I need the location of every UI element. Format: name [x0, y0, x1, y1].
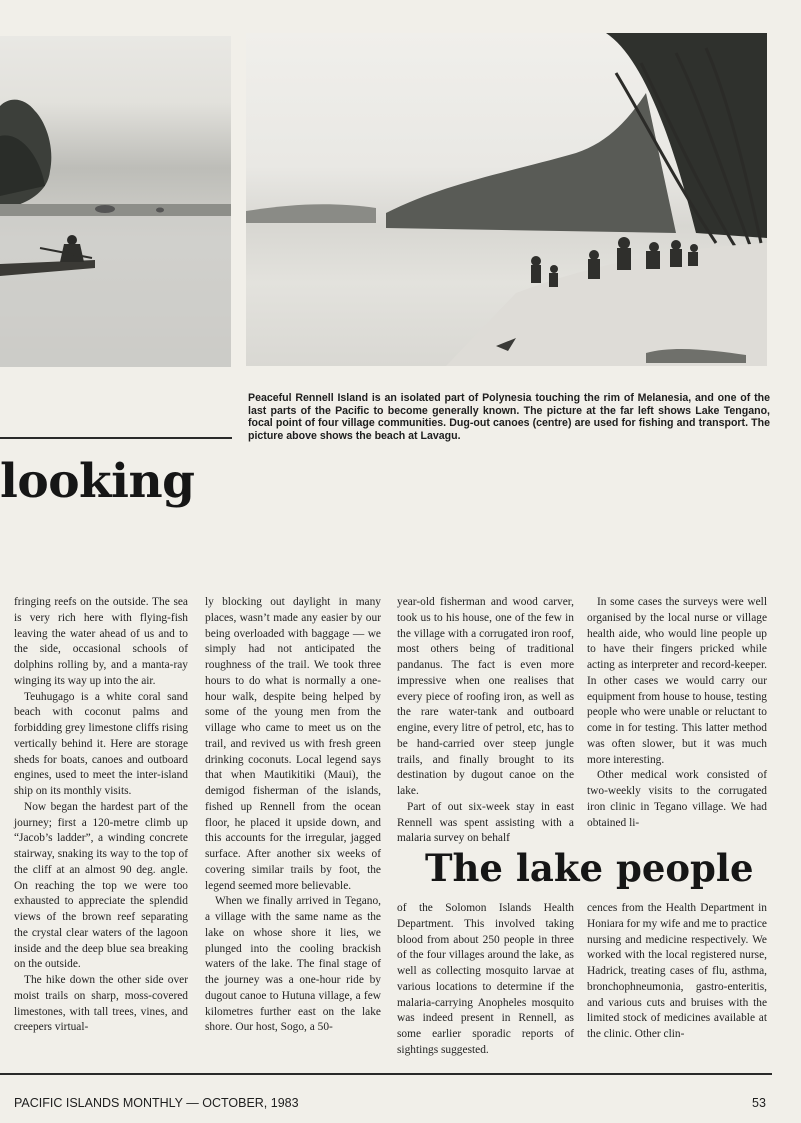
- page-number: 53: [752, 1096, 766, 1110]
- paragraph: In some cases the surveys were well organised by the local nurse or village health aide, who would line people up to have their fingers pricked while acting as interpreter and record-keeper. In other cases we would carry our equipment from house to house, testing people who were unable or reluctant to come in for testing. This latter method was often slower, but it was much more interesting.: [587, 596, 767, 766]
- text-column-1: [14, 595, 188, 1036]
- text-column-3-top: [397, 595, 574, 847]
- paragraph: Teuhugago is a white coral sand beach with coconut palms and forbidding grey limestone cliffs rising vertically behind it. Here are storage sheds for boats, canoes and outboard engines, used to meet the inter-island ship on its monthly visits.: [14, 690, 188, 797]
- text-column-3-bottom: [397, 901, 574, 1059]
- paragraph: The hike down the other side over moist trails on sharp, moss-covered limestones, with tall trees, vines, and creepers virtual-: [14, 974, 188, 1034]
- text-column-2: [205, 595, 381, 1036]
- paragraph: year-old fisherman and wood carver, took us to his house, one of the few in the village with a corrugated iron roof, most others being of traditional pandanus. The fact is even more impressive when one realises that every piece of roofing iron, as well as the rare water-tank and outboard engine, every litre of petrol, etc, has to be hand-carried over steep jungle trails, and finally brought to its destination by dugout canoe on the lake.: [397, 596, 574, 797]
- beach-photo-graphic: [246, 33, 767, 366]
- paragraph: When we finally arrived in Tegano, a village with the same name as the lake on whose shore it lies, we plunged into the cooling brackish waters of the lake. The final stage of the journey was a one-hour ride by dugout canoe to Hutuna village, a few kilometres further east on the lake shore. Our host, Sogo, a 50-: [205, 895, 381, 1034]
- paragraph: Other medical work consisted of two-weekly visits to the corrugated iron clinic in Tegano village. We had obtained li-: [587, 769, 767, 829]
- text-column-4-top: [587, 595, 767, 831]
- paragraph: Part of out six-week stay in east Rennell was spent assisting with a malaria survey on behalf: [397, 800, 574, 845]
- text-column-4-bottom: [587, 901, 767, 1043]
- photo-caption: Peaceful Rennell Island is an isolated part of Polynesia touching the rim of Melanesia, and one of the last parts of the Pacific to become generally known. The picture at the far left shows Lake Tengano, focal point of four village communities. Dug-out canoes (centre) are used for fishing and transport. The picture above shows the beach at Lavagu.: [248, 392, 770, 442]
- section-heading: The lake people: [425, 846, 754, 890]
- lake-photo-graphic: [0, 36, 231, 367]
- photo-lake-tengano: [0, 36, 231, 367]
- footer-publication: PACIFIC ISLANDS MONTHLY — OCTOBER, 1983: [14, 1096, 299, 1110]
- caption-divider: [0, 437, 232, 439]
- paragraph: Now began the hardest part of the journey; first a 120-metre climb up “Jacob’s ladder”, a winding concrete stairway, snaking its way to the top of the cliff at an almost 90 deg. angle. On reaching the top we were too exhausted to appreciate the splendid views of the brown reef separating the crystal clear waters of the lagoon inside and the deep blue sea breaking on the outside.: [14, 800, 188, 971]
- paragraph: cences from the Health Department in Honiara for my wife and me to practice nursing and medicine respectively. We worked with the local registered nurse, Hadrick, treating cases of flu, asthma, bronchophneumonia, gastro-enteritis, and various cuts and bruises with the limited stock of medicines available at the clinic. Other clin-: [587, 902, 767, 1040]
- paragraph: of the Solomon Islands Health Department. This involved taking blood from about 250 people in three of the four villages around the lake, as well as collecting mosquito larvae at various locations to determine if the malaria-carrying Anopheles mosquito was indeed present in Rennell, as some earlier sporadic reports of sightings suggested.: [397, 902, 574, 1056]
- paragraph: ly blocking out daylight in many places, wasn’t made any easier by our being overloaded with baggage — we simply had not anticipated the roughness of the trail. We took three hours to do what is normally a one-hour walk, despite being helped by some of the young men from the village who came to meet us on the trail, and revived us with fresh green drinking coconuts. Local legend says that when Mautikitiki (Maui), the demigod fisherman of the islands, fished up Rennell from the ocean floor, he placed it upside down, and this accounts for the irregular, jagged surface. After another six weeks of covering similar trails by foot, the legend seemed more believable.: [205, 596, 381, 892]
- paragraph: fringing reefs on the outside. The sea is very rich here with flying-fish leaving the water ahead of us and to the side, occasional schools of dolphins rolling by, and a manta-ray winging its way up into the air.: [14, 596, 188, 687]
- article-headline: looking: [0, 454, 195, 509]
- photo-beach-lavagu: [246, 33, 767, 366]
- footer-divider: [0, 1073, 772, 1075]
